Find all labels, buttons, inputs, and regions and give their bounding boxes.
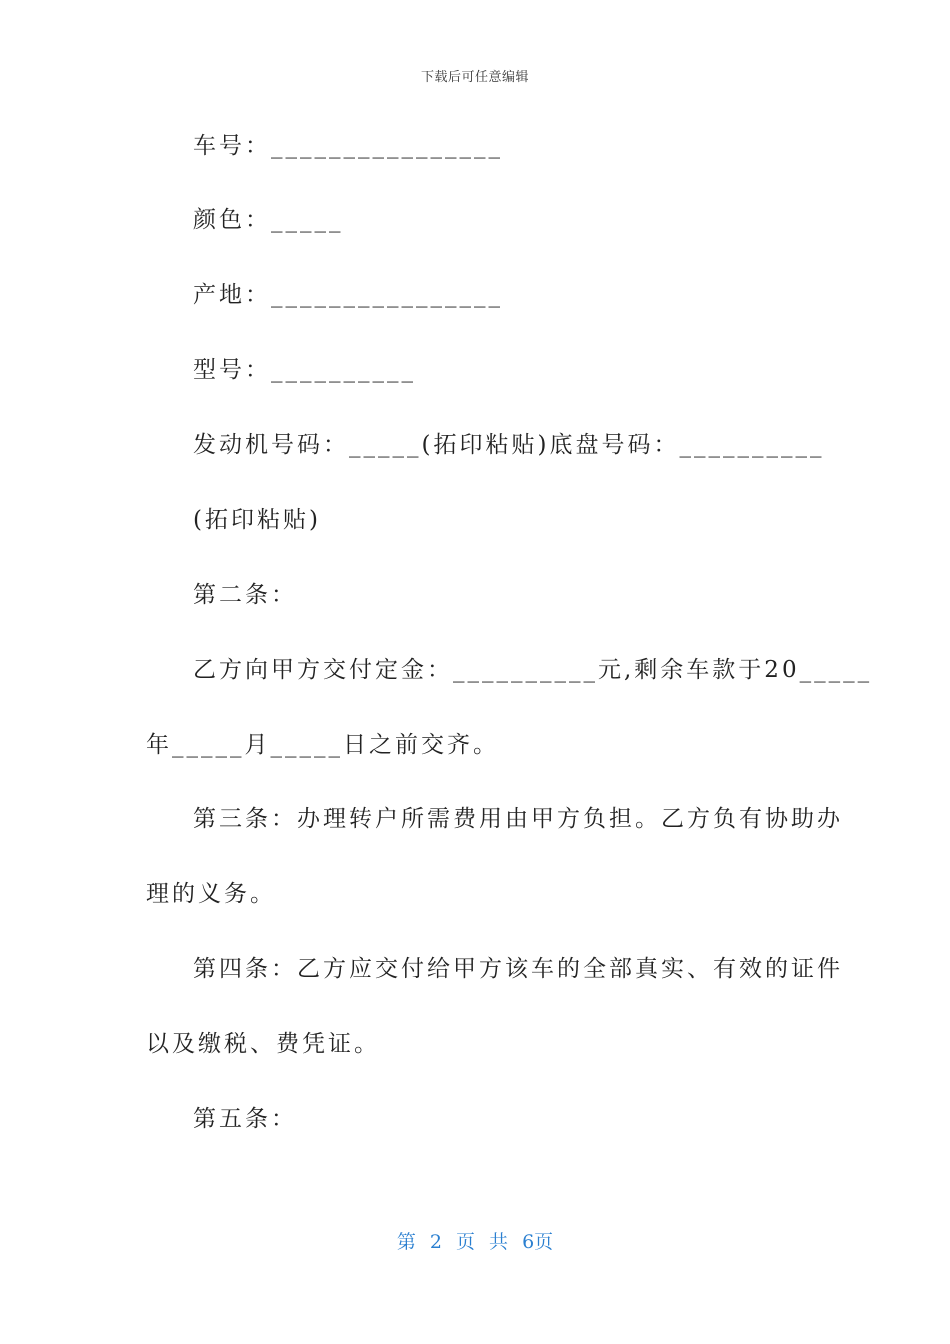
- article-5-heading: 第五条：: [193, 1106, 297, 1132]
- header-note: 下载后可任意编辑: [420, 70, 529, 85]
- article-4-text-line-1: 第四条：乙方应交付给甲方该车的全部真实、有效的证件: [193, 956, 843, 982]
- field-color: 颜色：_____: [193, 207, 344, 233]
- field-origin: 产地：________________: [193, 282, 503, 308]
- article-4-text-line-2: 以及缴税、费凭证。: [146, 1031, 380, 1057]
- field-car-number: 车号：________________: [193, 133, 503, 159]
- article-3-text-line-2: 理的义务。: [146, 881, 276, 907]
- field-model: 型号：__________: [193, 357, 416, 383]
- article-3-text-line-1: 第三条：办理转户所需费用由甲方负担。乙方负有协助办: [193, 806, 843, 832]
- page-number: 第 2 页 共 6页: [396, 1231, 554, 1253]
- article-2-text-line-1: 乙方向甲方交付定金：__________元,剩余车款于20_____: [193, 657, 873, 683]
- rubbing-note: (拓印粘贴): [193, 507, 321, 533]
- article-2-heading: 第二条：: [193, 582, 297, 608]
- article-2-text-line-2: 年_____月_____日之前交齐。: [146, 732, 499, 758]
- field-engine-chassis-number: 发动机号码：_____(拓印粘贴)底盘号码：__________: [193, 432, 825, 458]
